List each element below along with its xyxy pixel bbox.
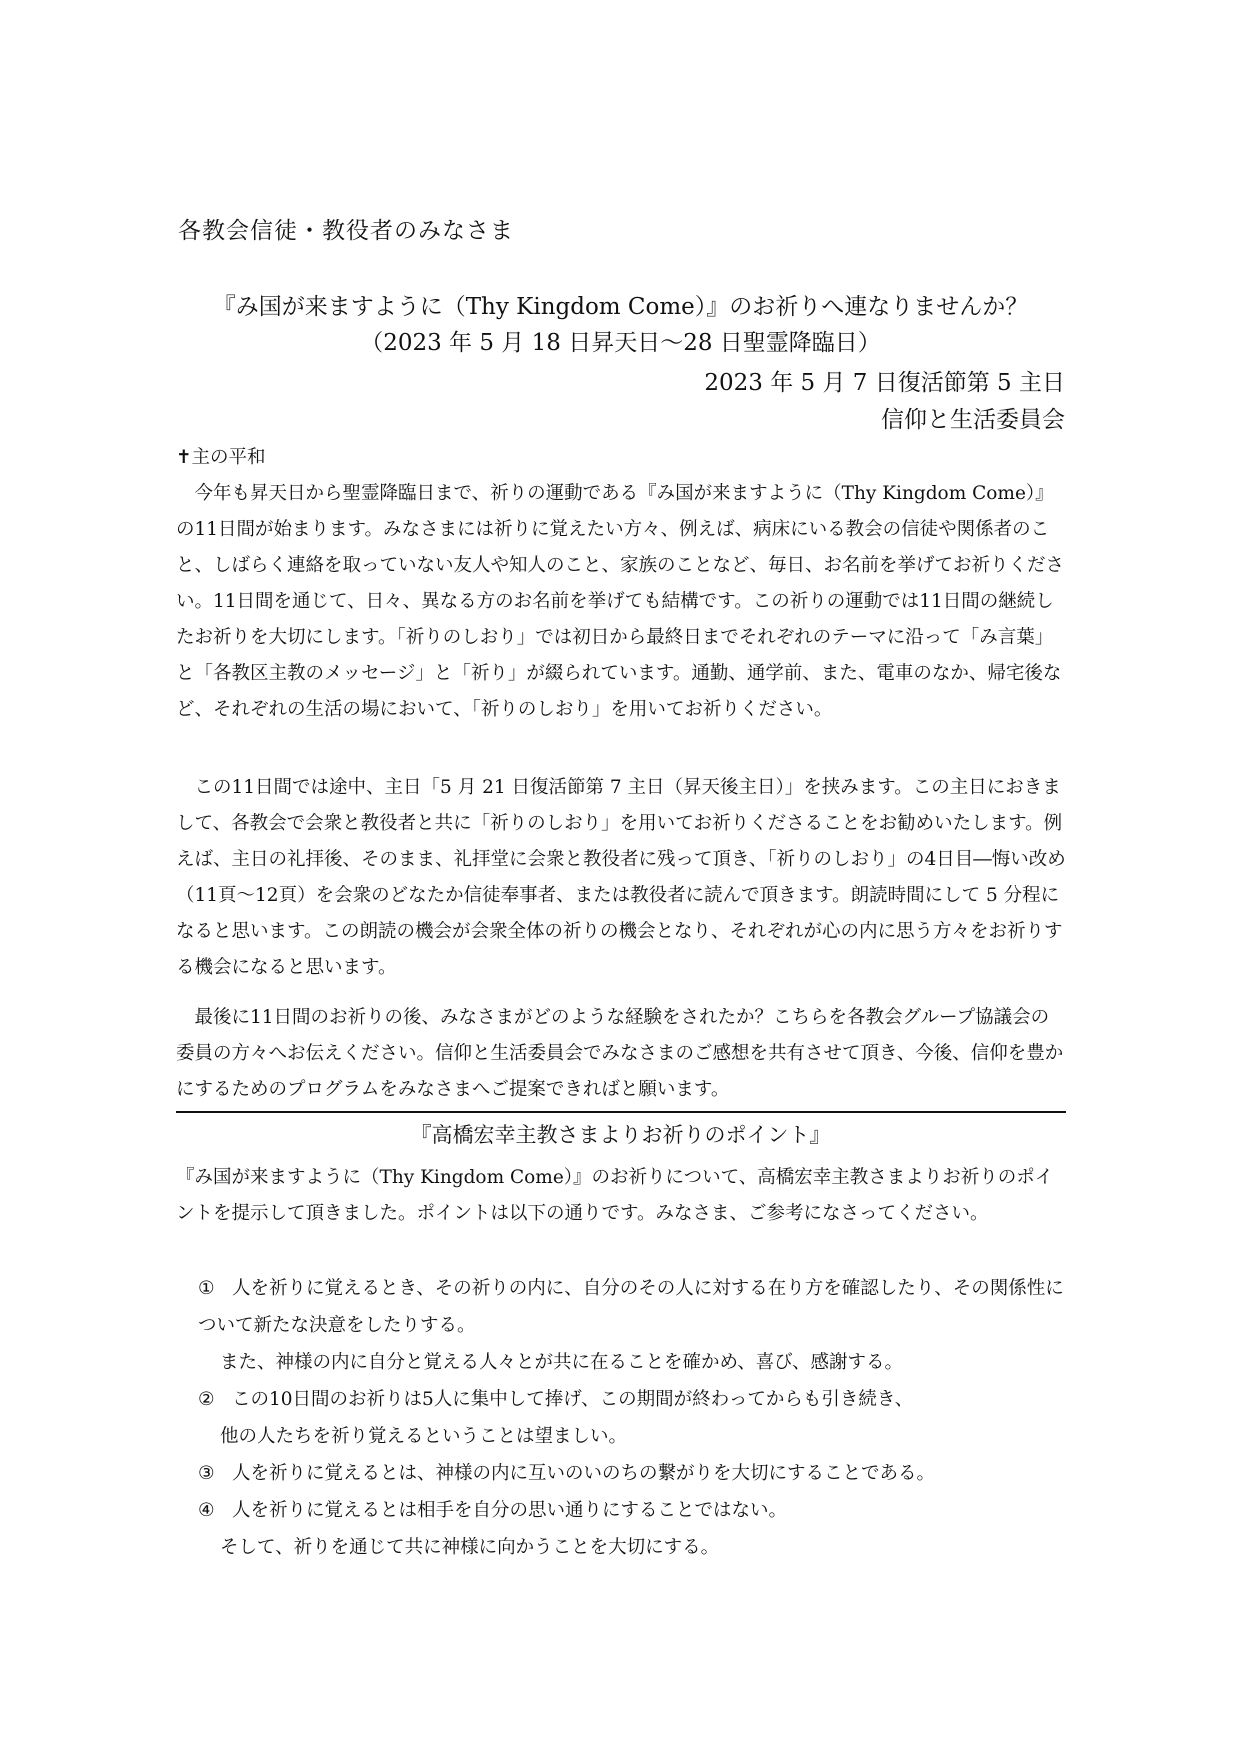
- body-paragraph: [176, 770, 1066, 986]
- points-heading: 『高橋宏幸主教さまよりお祈りのポイント』: [410, 1123, 831, 1147]
- point-continuation: 他の人たちを祈り覚えるということは望ましい。: [220, 1426, 628, 1447]
- body-paragraph: [176, 476, 1066, 728]
- point-number: ②: [198, 1389, 215, 1410]
- point-text: この10日間のお祈りは5人に集中して捧げ、この期間が終わってからも引き続き、: [232, 1389, 914, 1410]
- greeting: ✝主の平和: [176, 447, 266, 468]
- list-item: [198, 1492, 1068, 1566]
- paragraph-text: 今年も昇天日から聖霊降臨日まで、祈りの運動である『み国が来ますように（Thy Kingdom Come）』の11日間が始まります。みなさまには祈りに覚えたい方々、例えば、病床にいる教会の信徒や関係者のこと、しばらく連絡を取っていない友人や知人のこと、家族のことなど、毎日、お名前を挙げてお祈りください。11日間を通じて、日々、異なる方のお名前を挙げても結構です。この祈りの運動では11日間の継続したお祈りを大切にします。「祈りのしおり」では初日から最終日までそれぞれのテーマに沿って「み言葉」と「各教区主教のメッセージ」と「祈り」が綴られています。通勤、通学前、また、電車のなか、帰宅後など、それぞれの生活の場において、「祈りのしおり」を用いてお祈りください。: [176, 483, 1065, 720]
- body-paragraph: [176, 1000, 1066, 1108]
- list-item: [198, 1455, 1068, 1492]
- point-continuation: そして、祈りを通じて共に神様に向かうことを大切にする。: [220, 1537, 720, 1558]
- points-intro: 『み国が来ますように（Thy Kingdom Come）』のお祈りについて、高橋宏幸主教さまよりお祈りのポイントを提示して頂きました。ポイントは以下の通りです。みなさま、ご参考になさってください。: [176, 1167, 1054, 1224]
- section-divider: [176, 1111, 1066, 1113]
- point-text: 人を祈りに覚えるとき、その祈りの内に、自分のその人に対する在り方を確認したり、その関係性について新たな決意をしたりする。: [198, 1278, 1064, 1336]
- document-title: 『み国が来ますように（Thy Kingdom Come）』のお祈りへ連なりませんか？: [212, 294, 1029, 320]
- document-date: 2023 年 5 月 7 日復活節第 5 主日: [704, 370, 1065, 396]
- point-number: ③: [198, 1463, 215, 1484]
- addressee: 各教会信徒・教役者のみなさま: [178, 218, 514, 244]
- list-item: [198, 1381, 1068, 1455]
- point-continuation: また、神様の内に自分と覚える人々とが共に在ることを確かめ、喜び、感謝する。: [220, 1352, 904, 1373]
- committee-name: 信仰と生活委員会: [881, 407, 1065, 433]
- document-period: （2023 年 5 月 18 日昇天日～28 日聖霊降臨日）: [360, 330, 881, 356]
- point-text: 人を祈りに覚えるとは、神様の内に互いのいのちの繋がりを大切にすることである。: [232, 1463, 936, 1484]
- point-number: ④: [198, 1500, 215, 1521]
- points-list: [198, 1270, 1068, 1566]
- point-number: ①: [198, 1278, 215, 1299]
- paragraph-text: この11日間では途中、主日「5 月 21 日復活節第 7 主日（昇天後主日）」を挟みます。この主日におきまして、各教会で会衆と教役者と共に「祈りのしおり」を用いてお祈りくださることをお勧めいたします。例えば、主日の礼拝後、そのまま、礼拝堂に会衆と教役者に残って頂き、「祈りのしおり」の4日目―悔い改め（11頁～12頁）を会衆のどなたか信徒奉事者、または教役者に読んで頂きます。朗読時間にして 5 分程になると思います。この朗読の機会が会衆全体の祈りの機会となり、それぞれが心の内に思う方々をお祈りする機会になると思います。: [176, 777, 1066, 978]
- paragraph-text: 最後に11日間のお祈りの後、みなさまがどのような経験をされたか？こちらを各教会グループ協議会の委員の方々へお伝えください。信仰と生活委員会でみなさまのご感想を共有させて頂き、今後、信仰を豊かにするためのプログラムをみなさまへご提案できればと願います。: [176, 1007, 1064, 1100]
- point-text: 人を祈りに覚えるとは相手を自分の思い通りにすることではない。: [232, 1500, 788, 1521]
- list-item: [198, 1270, 1068, 1381]
